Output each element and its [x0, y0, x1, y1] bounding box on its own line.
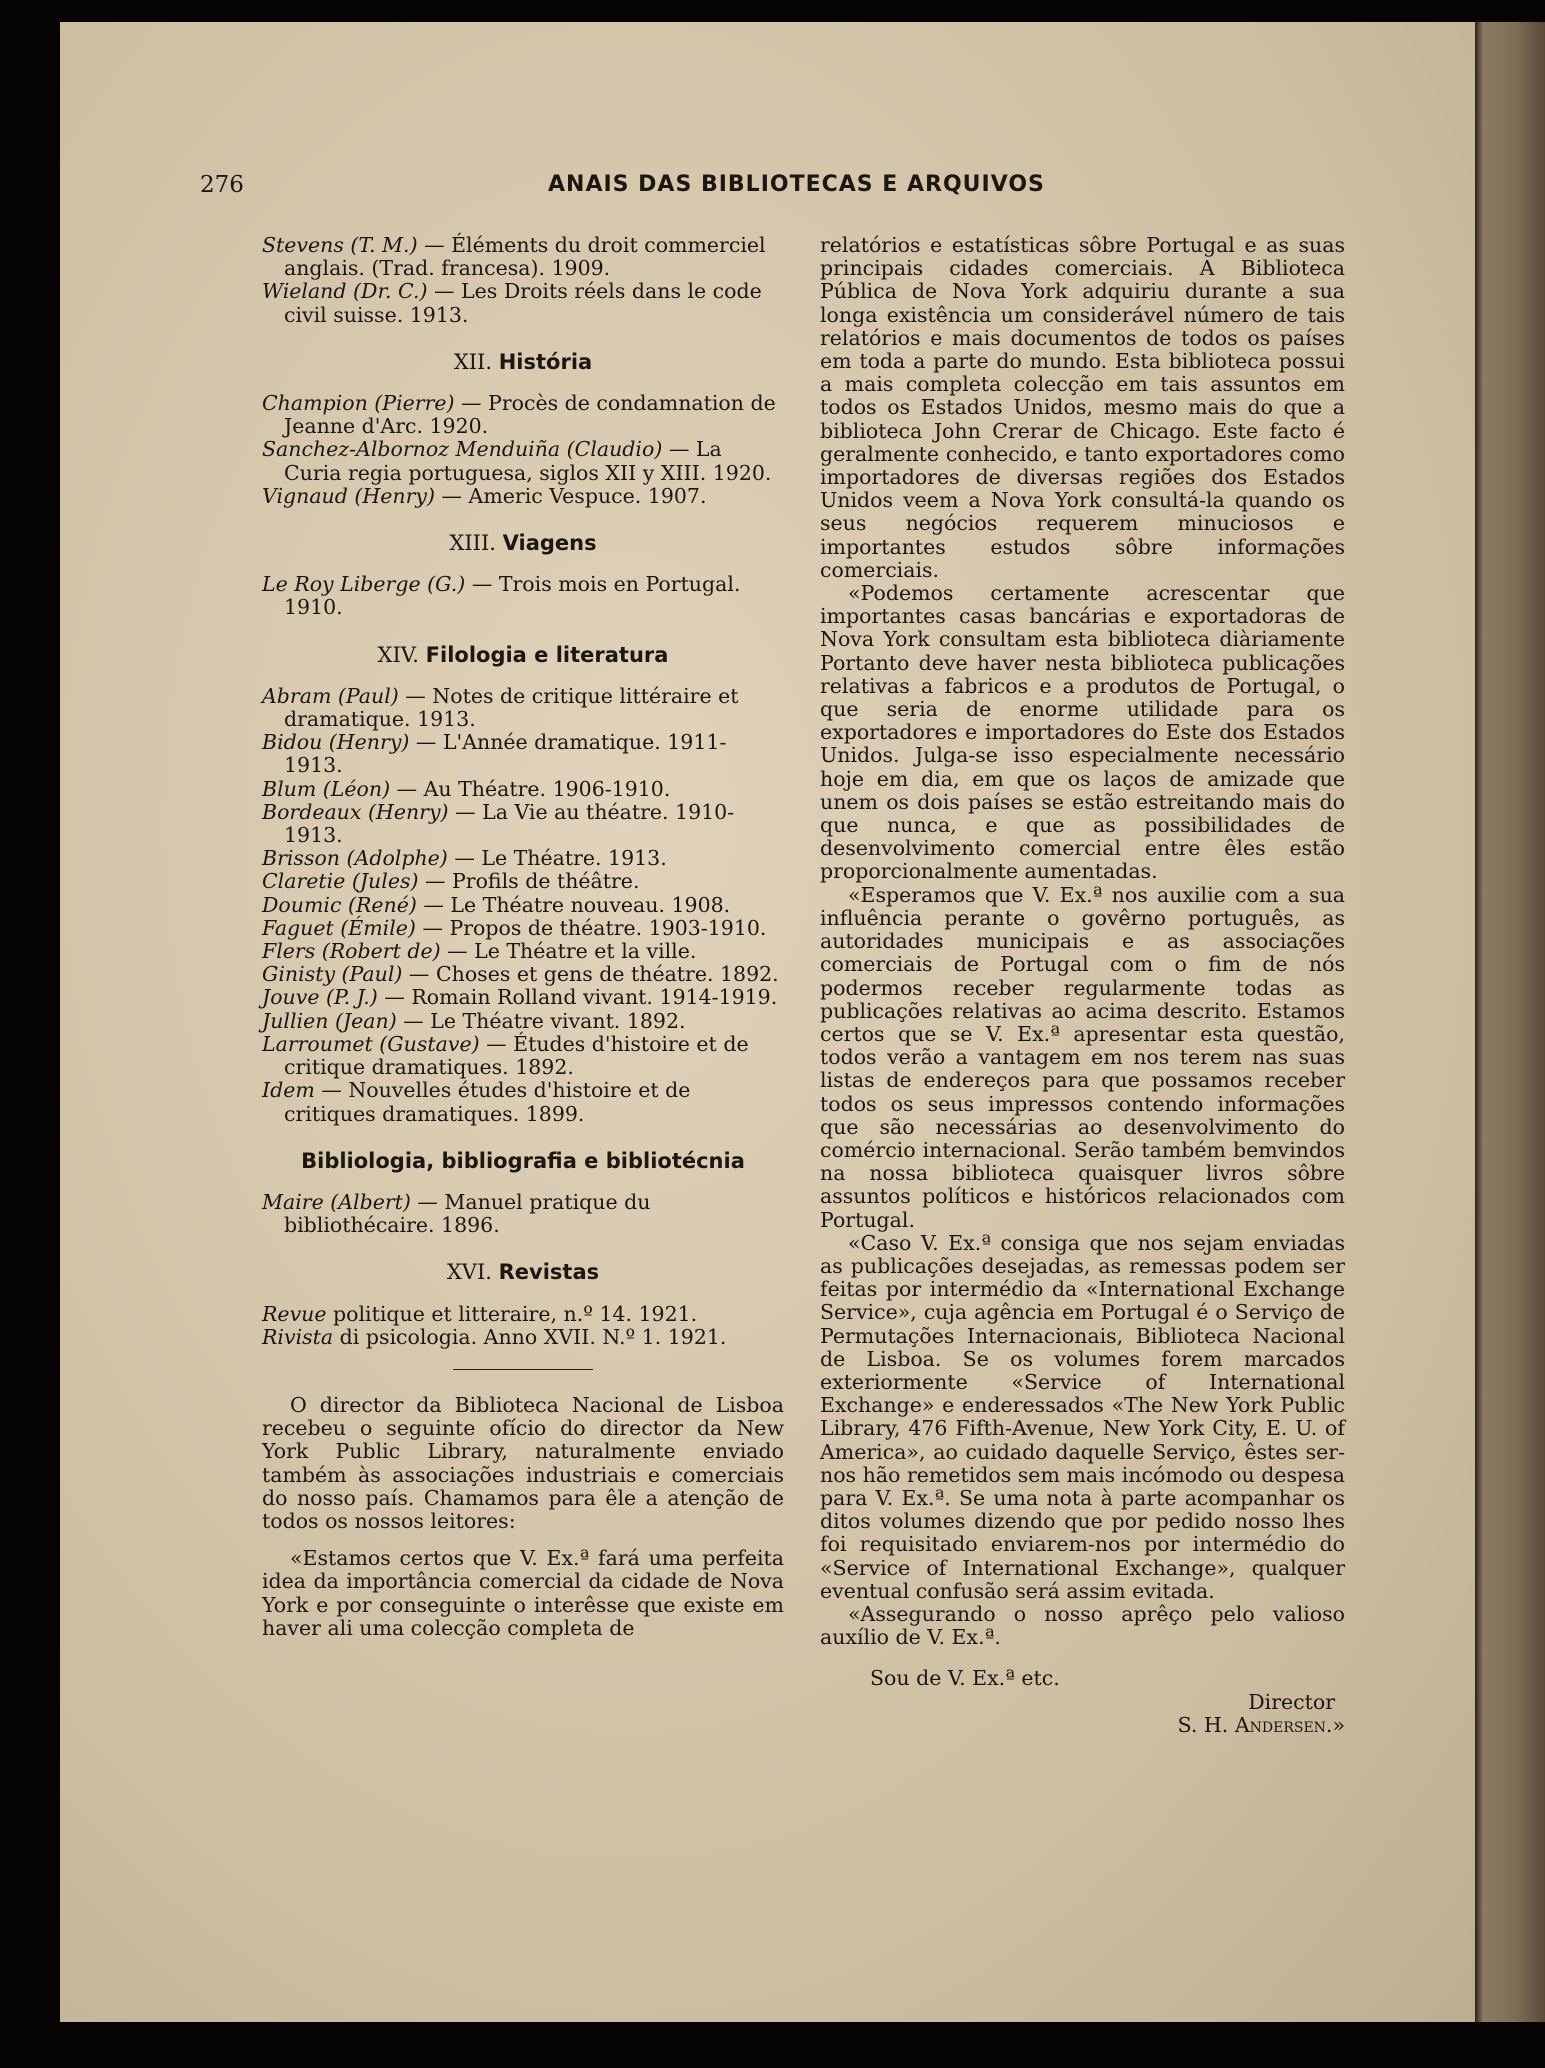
entry-author: Larroumet (Gustave) — [262, 1031, 480, 1056]
section-number: XIII. — [449, 531, 496, 556]
letter-paragraph: relatórios e estatísticas sôbre Portugal e as suas principais cidades comerciais. A Biblioteca Pública de Nova York adquiriu durante a sua longa existência um considerável número de tais relatórios e mais documentos de todos os países em toda a parte do mundo. Esta biblioteca possui a mais completa colecção em tais assuntos em todos os Estados Unidos, mesmo mais do que a biblioteca John Crerar de Chicago. Este facto é geralmente conhecido, e tanto exportadores como importadores de diversas regiões dos Estados Unidos veem a Nova York consultá-la quando os seus negócios requerem minuciosos e importantes estudos sôbre informações comerciais. — [820, 233, 1345, 582]
section-number: XII. — [453, 349, 493, 374]
running-header — [200, 172, 1240, 208]
entry-text: di psicologia. Anno XVII. N.º 1. 1921. — [333, 1324, 727, 1349]
entry-author: Idem — [262, 1078, 315, 1103]
travel-entries — [262, 573, 784, 619]
entry-author: Revue — [262, 1301, 327, 1326]
entry-text: — Les Droits réels dans le code civil suisse. 1913. — [284, 279, 762, 327]
section-title: História — [498, 349, 593, 374]
entry-text: — La Curia regia portuguesa, siglos XII y XIII. 1920. — [284, 437, 772, 485]
letter-paragraph: «Caso V. Ex.ª consiga que nos sejam enviadas as publicações desejadas, as remessas podem ser feitas por intermédio da «International Exchange Service», cuja agência em Portugal é o Serviço de Permutações Internacionais, Biblioteca Nacional de Lisboa. Se os volumes forem marcados exteriormente «Service of International Exchange» e enderessados «The New York Public Library, 476 Fifth-Avenue, New York City, E. U. of America», ao cuidado daquelle Serviço, êstes ser-nos hão remetidos sem mais incómodo ou despesa para V. Ex.ª. Se uma nota à parte acompanhar os ditos volumes dizendo que por pedido nosso lhes foi requisitado enviarem-nos por intermédio do «Service of International Exchange», qualquer eventual confusão será assim evitada. — [820, 1230, 1345, 1603]
entry-text: — Études d'histoire et de critique dramatiques. 1892. — [284, 1031, 749, 1080]
entry-author: Bordeaux (Henry) — [262, 799, 449, 824]
bib-entry — [262, 731, 784, 777]
bib-entry — [262, 963, 784, 986]
literature-entries — [262, 685, 784, 1126]
entry-text: — Au Théatre. 1906-1910. — [390, 776, 671, 801]
entry-text: — Le Théatre vivant. 1892. — [396, 1008, 686, 1033]
bib-entry — [262, 1010, 784, 1033]
bib-entry — [262, 685, 784, 731]
entry-text: — Le Théatre et la ville. — [440, 939, 697, 964]
left-column — [262, 234, 784, 1640]
bib-entry — [262, 234, 784, 280]
letter-paragraph: «Podemos certamente acrescentar que importantes casas bancárias e exportadoras de Nova York consultam esta biblioteca diàriamente Portanto deve haver nesta biblioteca publicações relativas a fabricos e a produtos de Portugal, o que seria de enorme utilidade para os exportadores e importadores do Este dos Estados Unidos. Julga-se isso especialmente necessário hoje em dia, em que os laços de amizade que unem os dois países se estão estreitando mais do que nunca, e que as possibilidades de desenvolvimento comercial entre êles estão proporcionalmente aumentadas. — [820, 581, 1345, 884]
entry-text: — Éléments du droit commerciel anglais. (Trad. francesa). 1909. — [284, 233, 766, 281]
entry-author: Jouve (P. J.) — [262, 985, 378, 1010]
intro-paragraph: O director da Biblioteca Nacional de Lisboa recebeu o seguinte ofício do director da New York Public Library, naturalmente enviado também às associações industriais e comerciais do nosso país. Chamamos para êle a atenção de todos os nossos leitores: — [262, 1392, 784, 1533]
entry-author: Maire (Albert) — [262, 1189, 411, 1214]
signature-title: Director — [1248, 1689, 1335, 1714]
bib-entry — [262, 801, 784, 847]
entry-author: Le Roy Liberge (G.) — [262, 572, 466, 597]
section-heading-bibliologia — [262, 1150, 784, 1173]
letter-paragraph: «Assegurando o nosso aprêço pelo valioso auxílio de V. Ex.ª. — [820, 1601, 1345, 1650]
entry-author: Stevens (T. M.) — [262, 233, 418, 257]
entry-text: — La Vie au théatre. 1910-1913. — [284, 799, 735, 848]
history-entries — [262, 392, 784, 508]
entry-text: — Choses et gens de théatre. 1892. — [402, 962, 779, 987]
section-number: XVI. — [446, 1260, 492, 1285]
section-title: Viagens — [502, 531, 597, 556]
entry-text: politique et litteraire, n.º 14. 1921. — [326, 1301, 698, 1326]
entry-author: Vignaud (Henry) — [262, 483, 435, 508]
law-entries — [262, 234, 784, 327]
section-title: Revistas — [498, 1260, 600, 1285]
letter-paragraph: «Estamos certos que V. Ex.ª fará uma perfeita idea da importância comercial da cidade de Nova York e por conseguinte o interêsse que existe em haver ali uma colecção completa de — [262, 1546, 784, 1640]
journal-entries — [262, 1303, 784, 1349]
entry-text: — L'Année dramatique. 1911-1913. — [284, 730, 727, 778]
page-edge-shadow — [1475, 22, 1545, 2022]
signature-name: S. H. Andersen.» — [1177, 1712, 1345, 1737]
right-column — [820, 234, 1345, 1737]
entry-author: Ginisty (Paul) — [262, 962, 403, 987]
running-title: ANAIS DAS BIBLIOTECAS E ARQUIVOS — [548, 172, 1045, 197]
entry-text: — Propos de théatre. 1903-1910. — [415, 915, 767, 940]
entry-text: — Le Théatre nouveau. 1908. — [416, 892, 731, 917]
letter-paragraph: «Esperamos que V. Ex.ª nos auxilie com a sua influência perante o govêrno português, as autoridades municipais e as associações comerciais de Portugal com o fim de nós podermos receber regularmente todas as publicações relativas ao acima descrito. Estamos certos que se V. Ex.ª apresentar esta questão, todos verão a vantagem em nos terem nas suas listas de endereços para que possamos receber todos os seus impressos contendo informações que são necessárias ao desenvolvimento do comércio internacional. Serão também bemvindos na nossa biblioteca quaisquer livros sôbre assuntos políticos e históricos relacionados com Portugal. — [820, 882, 1345, 1232]
section-divider — [453, 1369, 593, 1370]
entry-text: — Profils de théâtre. — [418, 869, 640, 894]
entry-author: Jullien (Jean) — [262, 1008, 397, 1033]
bib-entry — [262, 573, 784, 619]
bib-entry — [262, 778, 784, 801]
section-heading-viagens — [262, 532, 784, 555]
entry-author: Champion (Pierre) — [262, 391, 455, 416]
entry-text: — Romain Rolland vivant. 1914-1919. — [377, 985, 778, 1010]
bib-entry — [262, 438, 784, 484]
bib-entry — [262, 986, 784, 1009]
entry-text: — Nouvelles études d'histoire et de critiques dramatiques. 1899. — [284, 1078, 691, 1126]
bib-entry — [262, 1326, 784, 1349]
entry-author: Abram (Paul) — [262, 683, 399, 708]
section-title: Filologia e literatura — [425, 642, 669, 667]
section-title: Bibliologia, bibliografia e bibliotécnia — [301, 1148, 745, 1173]
entry-text: — Manuel pratique du bibliothécaire. 1896. — [284, 1189, 651, 1238]
bib-entry — [262, 870, 784, 893]
entry-author: Bidou (Henry) — [262, 730, 410, 755]
section-heading-historia — [262, 351, 784, 374]
letter-closing: Sou de V. Ex.ª etc. — [870, 1666, 1060, 1691]
bib-entry — [262, 917, 784, 940]
entry-author: Brisson (Adolphe) — [262, 846, 448, 871]
entry-author: Claretie (Jules) — [262, 869, 419, 894]
bib-entry — [262, 1303, 784, 1326]
section-number: XIV. — [377, 642, 419, 667]
entry-author: Doumic (René) — [262, 892, 417, 917]
bib-entry — [262, 847, 784, 870]
entry-text: — Procès de condamnation de Jeanne d'Arc. 1920. — [284, 391, 776, 439]
bib-entry — [262, 280, 784, 326]
bibliology-entries — [262, 1191, 784, 1237]
page-number: 276 — [200, 172, 244, 198]
entry-text: — Trois mois en Portugal. 1910. — [284, 572, 741, 620]
entry-text: — Notes de critique littéraire et dramatique. 1913. — [284, 683, 739, 732]
bib-entry — [262, 1079, 784, 1125]
bib-entry — [262, 485, 784, 508]
entry-author: Faguet (Émile) — [262, 915, 416, 940]
section-heading-filologia — [262, 644, 784, 667]
entry-author: Rivista — [262, 1324, 334, 1349]
bib-entry — [262, 1033, 784, 1079]
entry-author: Wieland (Dr. C.) — [262, 279, 428, 304]
entry-text: — Americ Vespuce. 1907. — [434, 483, 707, 508]
bib-entry — [262, 1191, 784, 1237]
entry-author: Blum (Léon) — [262, 776, 391, 801]
bib-entry — [262, 940, 784, 963]
section-heading-revistas — [262, 1261, 784, 1284]
entry-author: Sanchez-Albornoz Menduiña (Claudio) — [262, 437, 663, 462]
bib-entry — [262, 894, 784, 917]
entry-author: Flers (Robert de) — [262, 939, 441, 964]
bib-entry — [262, 392, 784, 438]
entry-text: — Le Théatre. 1913. — [447, 846, 667, 871]
